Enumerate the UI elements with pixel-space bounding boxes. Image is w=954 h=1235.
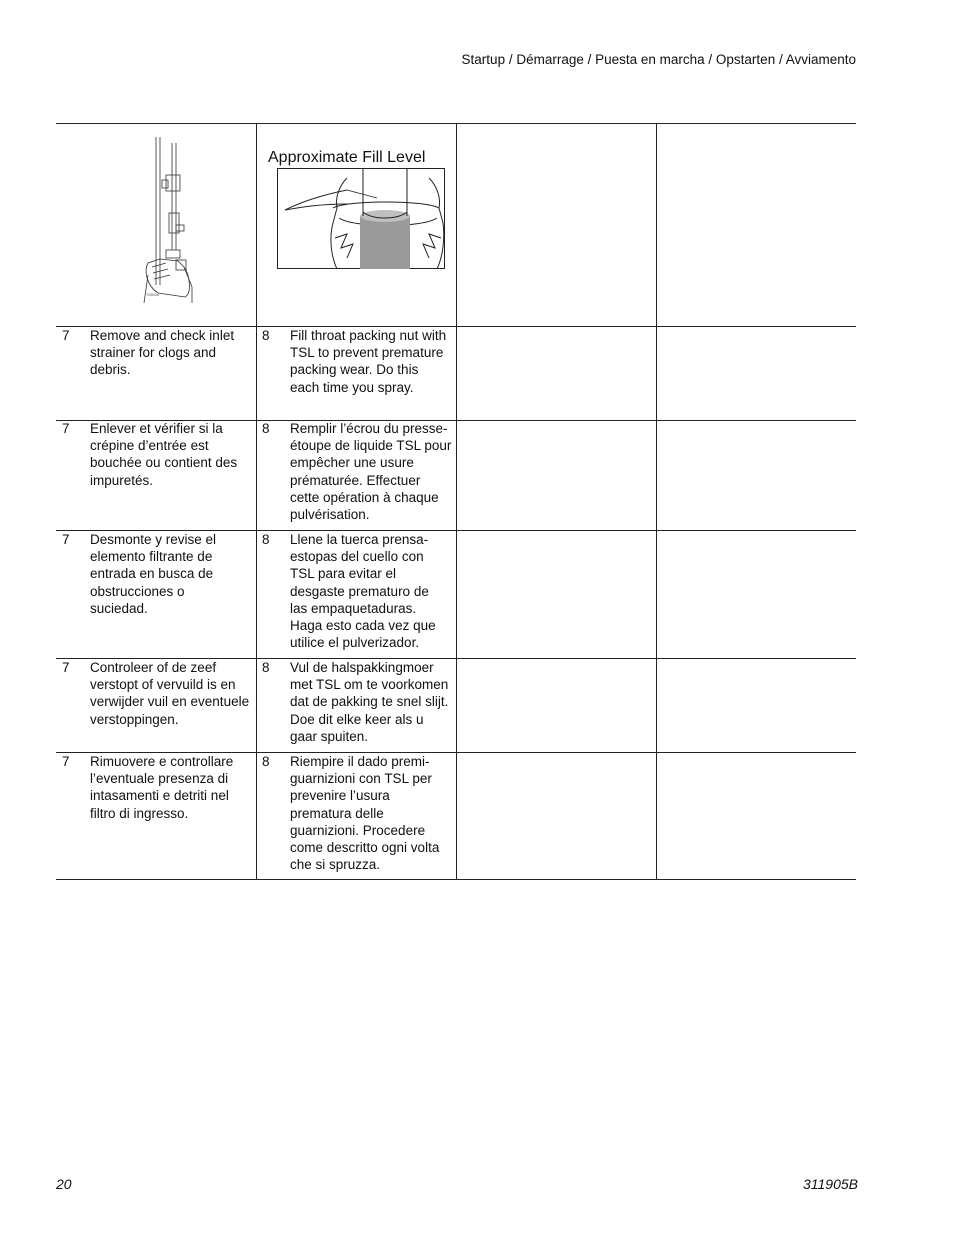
step-text: Enlever et vérifier si la crépine d’entrée est bouchée ou contient des impuretés. [90, 421, 238, 488]
column-divider [256, 123, 257, 880]
step-text: Remplir l’écrou du presse-étoupe de liquide TSL pour empêcher une usure prématurée. Effectuer cette opération à chaque pulvérisation. [290, 421, 452, 523]
page-header-title: Startup / Démarrage / Puesta en marcha / Opstarten / Avviamento [461, 52, 856, 67]
step-number: 8 [262, 421, 270, 436]
step-number: 8 [262, 328, 270, 343]
step-number: 7 [62, 660, 70, 675]
step-number: 7 [62, 532, 70, 547]
step-text: Fill throat packing nut with TSL to prevent premature packing wear. Do this each time you spray. [290, 328, 447, 395]
page-number: 20 [56, 1176, 72, 1192]
figure-code: TI2890a [146, 293, 159, 297]
step-number: 7 [62, 754, 70, 769]
throat-packing-nut-illustration [277, 168, 445, 269]
step-text: Remove and check inlet strainer for clogs and debris. [90, 328, 235, 378]
step-number: 8 [262, 660, 270, 675]
step-text: Llene la tuerca prensa-estopas del cuello con TSL para evitar el desgaste prematuro de las empaquetaduras. Haga esto cada vez que utilice el pulverizador. [290, 532, 436, 651]
step-text: Rimuovere e controllare l’eventuale presenza di intasamenti e detriti nel filtro di ingresso. [90, 754, 234, 821]
fill-level-caption: Approximate Fill Level [268, 149, 426, 166]
step-number: 8 [262, 532, 270, 547]
column-divider [656, 123, 657, 880]
step-number: 7 [62, 421, 70, 436]
step-number: 7 [62, 328, 70, 343]
column-divider [456, 123, 457, 880]
step-text: Riempire il dado premi-guarnizioni con TSL per prevenire l’usura prematura delle guarnizioni. Procedere come descritto ogni volta che si spruzza. [290, 754, 440, 873]
step-text: Vul de halspakkingmoer met TSL om te voorkomen dat de pakking te snel slijt. Doe dit elke keer als u gaar spuiten. [290, 660, 449, 744]
document-number: 311905B [802, 1176, 858, 1192]
step-number: 8 [262, 754, 270, 769]
step-text: Controleer of de zeef verstopt of vervuild is en verwijder vuil en eventuele verstoppingen. [90, 660, 250, 727]
step-text: Desmonte y revise el elemento filtrante de entrada en busca de obstrucciones o suciedad. [90, 532, 217, 616]
inlet-strainer-illustration [140, 135, 200, 305]
